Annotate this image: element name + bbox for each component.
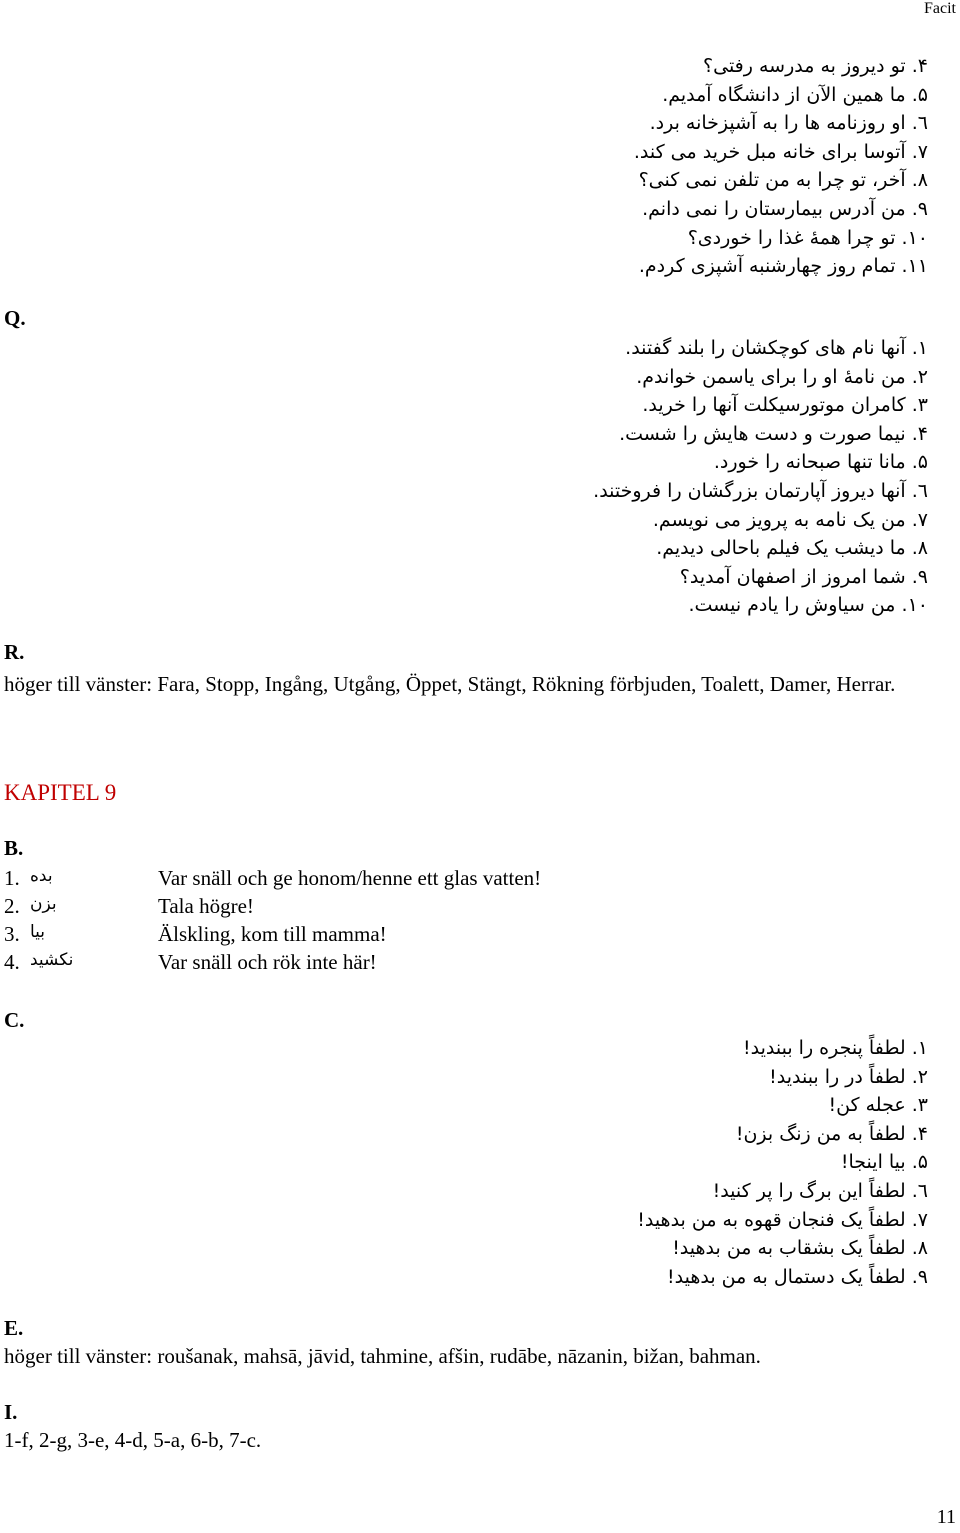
list-item: ۷. لطفاً یک فنجان قهوه به من بدهید! [637,1208,928,1231]
list-item: ٦. او روزنامه ها را به آشپزخانه برد. [649,112,928,135]
swedish-translation: Var snäll och rök inte här! [158,950,377,974]
swedish-translation: Älskling, kom till mamma! [158,922,387,946]
section-r-text: höger till vänster: Fara, Stopp, Ingång, Utgång, Öppet, Stängt, Rökning förbjuden, Toalett, Damer, Herrar. [4,672,896,696]
list-item: ۸. لطفاً یک بشقاب به من بدهید! [672,1237,928,1260]
section-i-label: I. [4,1400,18,1424]
list-item: ۸. آخر، تو چرا به من تلفن نمی کنی؟ [638,169,928,192]
list-item: ۸. ما دیشب یک فیلم باحالی دیدیم. [656,537,928,560]
section-c-label: C. [4,1008,25,1032]
persian-word: بزن [30,894,57,914]
section-q-label: Q. [4,306,26,330]
swedish-translation: Tala högre! [158,894,254,918]
page-header: Facit [924,0,956,17]
table-row [4,922,704,950]
list-item: ۴. نیما صورت و دست هایش را شست. [619,422,928,445]
table-row [4,950,704,978]
table-row [4,866,704,894]
list-item: ۵. بیا اینجا! [840,1151,928,1174]
section-r-label: R. [4,640,25,664]
list-item: ۷. آتوسا برای خانه مبل خرید می کند. [633,140,928,163]
list-item: ۱۰. تو چرا همهٔ غذا را خوردی؟ [687,226,928,249]
row-number: 4. [4,950,20,974]
list-item: ۱. لطفاً پنجره را ببندید! [743,1037,928,1059]
list-item: ۳. کامران موتورسیکلت آنها را خرید. [642,394,928,417]
list-item: ٦. لطفاً این برگ را پر کنید! [712,1179,928,1202]
list-item: ۹. لطفاً یک دستمال به من بدهید! [667,1265,928,1288]
section-e-label: E. [4,1316,24,1340]
p-list [634,52,928,281]
list-item: ۷. من یک نامه به پرویز می نویسم. [652,508,928,531]
table-row [4,894,704,922]
section-b-label: B. [4,836,24,860]
row-number: 2. [4,894,20,918]
chapter-heading: KAPITEL 9 [4,780,117,805]
list-item: ۲. من نامهٔ او را برای یاسمن خواندم. [636,365,928,388]
list-item: ۴. تو دیروز به مدرسه رفتی؟ [703,55,928,77]
page-number: 11 [936,1506,956,1528]
c-list [637,1034,928,1291]
persian-word: بیا [30,922,46,942]
list-item: ۳. عجله کن! [828,1094,928,1117]
list-item: ۱۰. من سیاوش را یادم نیست. [688,594,928,617]
list-item: ۹. شما امروز از اصفهان آمدید؟ [679,565,928,588]
list-item: ۱. آنها نام های کوچکشان را بلند گفتند. [625,337,928,359]
list-item: ۱۱. تمام روز چهارشنبه آشپزی کردم. [638,255,928,278]
section-i-text: 1-f, 2-g, 3-e, 4-d, 5-a, 6-b, 7-c. [4,1428,262,1452]
list-item: ۵. مانا تنها صبحانه را خورد. [713,451,928,474]
swedish-translation: Var snäll och ge honom/henne ett glas vatten! [158,866,542,890]
q-list [593,334,928,620]
row-number: 1. [4,866,20,890]
list-item: ۲. لطفاً در را ببندید! [769,1065,928,1088]
section-e-text: höger till vänster: roušanak, mahsā, jāvid, tahmine, afšin, rudābe, nāzanin, bižan, bahman. [4,1344,761,1368]
persian-word: بده [30,866,53,886]
row-number: 3. [4,922,20,946]
list-item: ۹. من آدرس بیمارستان را نمی دانم. [642,197,928,220]
persian-word: نکشید [30,950,74,970]
list-item: ۵. ما همین الآن از دانشگاه آمدیم. [662,83,928,106]
list-item: ٦. آنها دیروز آپارتمان بزرگشان را فروختند. [593,479,928,502]
list-item: ۴. لطفاً به من زنگ بزن! [735,1122,928,1145]
